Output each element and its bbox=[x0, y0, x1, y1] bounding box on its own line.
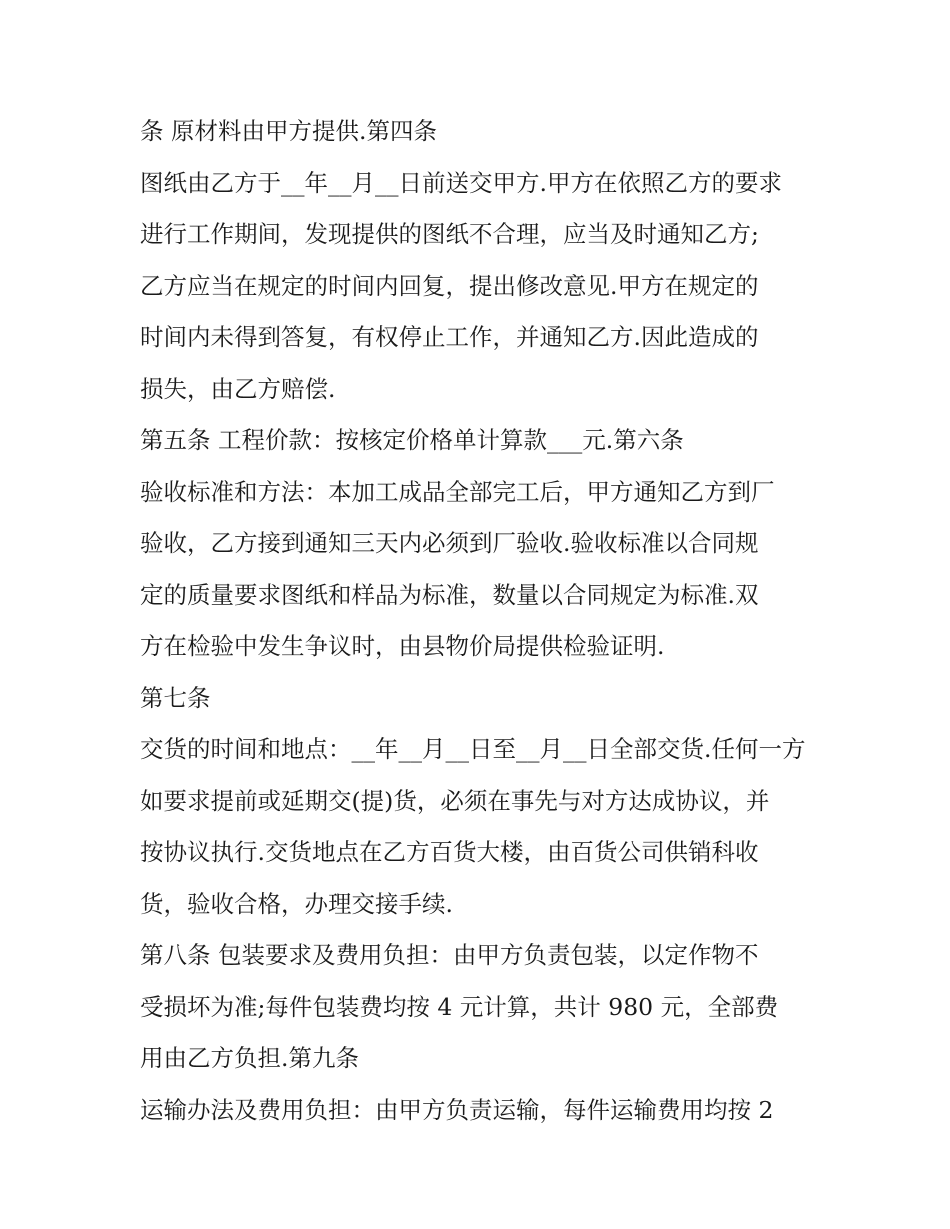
text-line: 验收，乙方接到通知三天内必须到厂验收.验收标准以合同规 bbox=[140, 529, 759, 557]
text-line: 时间内未得到答复，有权停止工作，并通知乙方.因此造成的 bbox=[140, 323, 759, 351]
text-line: 第八条 包装要求及费用负担：由甲方负责包装，以定作物不 bbox=[140, 941, 759, 969]
text-line: 进行工作期间，发现提供的图纸不合理，应当及时通知乙方; bbox=[140, 220, 759, 248]
text-line: 第五条 工程价款：按核定价格单计算款___元.第六条 bbox=[140, 426, 684, 454]
text-line: 损失，由乙方赔偿. bbox=[140, 374, 336, 403]
contract-text bbox=[140, 106, 820, 1136]
text-line: 条 原材料由甲方提供.第四条 bbox=[140, 117, 437, 145]
text-line: 货，验收合格，办理交接手续. bbox=[140, 889, 453, 918]
text-line: 定的质量要求图纸和样品为标准，数量以合同规定为标准.双 bbox=[140, 580, 759, 609]
text-line: 如要求提前或延期交(提)货，必须在事先与对方达成协议，并 bbox=[140, 786, 770, 815]
text-line: 验收标准和方法：本加工成品全部完工后，甲方通知乙方到厂 bbox=[140, 477, 775, 506]
text-line: 图纸由乙方于__年__月__日前送交甲方.甲方在依照乙方的要求 bbox=[140, 168, 782, 197]
text-line: 乙方应当在规定的时间内回复，提出修改意见.甲方在规定的 bbox=[140, 271, 759, 300]
text-line: 用由乙方负担.第九条 bbox=[140, 1044, 359, 1072]
text-line: 方在检验中发生争议时，由县物价局提供检验证明. bbox=[140, 632, 665, 660]
text-line: 受损坏为准;每件包装费均按 4 元计算，共计 980 元，全部费 bbox=[140, 992, 779, 1021]
text-line: 第七条 bbox=[140, 683, 211, 712]
text-line: 按协议执行.交货地点在乙方百货大楼，由百货公司供销科收 bbox=[140, 838, 759, 866]
text-line: 运输办法及费用负担：由甲方负责运输，每件运输费用均按 2 bbox=[140, 1095, 774, 1124]
text-line: 交货的时间和地点：__年__月__日至__月__日全部交货.任何一方 bbox=[140, 735, 806, 763]
